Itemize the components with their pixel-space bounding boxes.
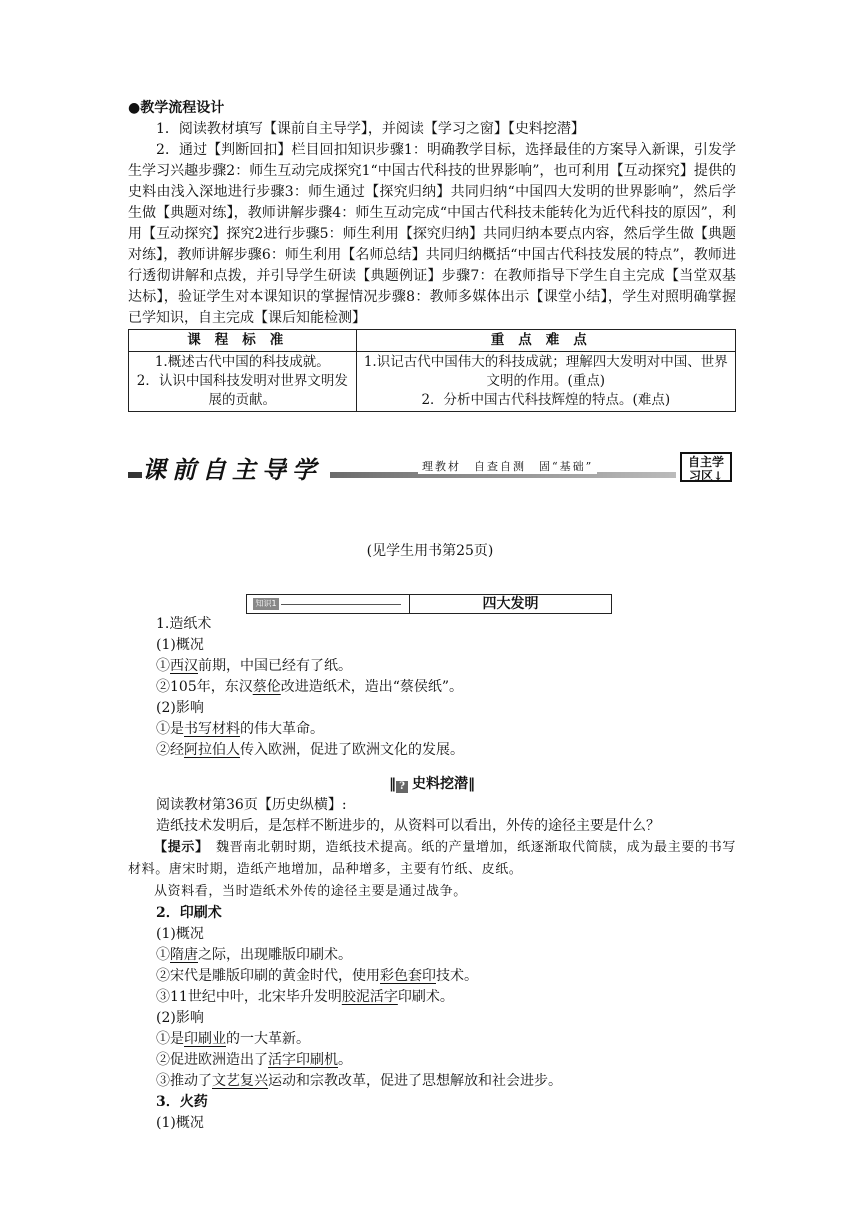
fill-answer: 书写材料: [184, 721, 240, 737]
curriculum-table: [128, 329, 736, 412]
standard-line-2: 2．认识中国科技发明对世界文明发展的贡献。: [136, 373, 348, 408]
gunpowder-overview: (1)概况: [156, 1115, 204, 1131]
fill-answer: 胶泥活字: [341, 989, 398, 1005]
hint-label: 【提示】: [154, 840, 203, 855]
keypoint-line-2: 2．分析中国古代科技辉煌的特点。(难点): [421, 392, 671, 408]
text: 的一大革新。: [226, 1031, 310, 1047]
fill-answer: 蔡伦: [252, 679, 281, 695]
text: ②经: [156, 742, 184, 758]
banner-title: 课前自主导学: [142, 450, 330, 485]
paper-item-1: [128, 656, 736, 677]
paper-overview: (1)概况: [156, 637, 204, 653]
text: ①是: [156, 721, 184, 737]
history-question: 造纸技术发明后，是怎样不断进步的，从资料可以看出，外传的途径主要是什么？: [156, 818, 660, 834]
knowledge-content: [128, 614, 736, 1134]
keypoint-line-1: 1.识记古代中国伟大的科技成就；理解四大发明对中国、世界文明的作用。(重点): [363, 354, 728, 389]
fill-answer: 彩色套印: [380, 968, 436, 984]
fill-answer: 印刷业: [184, 1031, 226, 1047]
fill-answer: 西汉: [170, 658, 198, 674]
question-icon: ?: [396, 781, 408, 793]
knowledge-title: 四大发明: [482, 596, 539, 612]
history-heading: ‖ ? 史料挖潜‖: [389, 776, 475, 792]
printing-item-6: [128, 1071, 736, 1092]
printing-item-3: [128, 987, 736, 1008]
history-conclusion: 从资料看，当时造纸术外传的途径主要是通过战争。: [154, 884, 467, 899]
printing-item-2: [128, 966, 736, 987]
knowledge-tag: 知识1: [253, 598, 279, 610]
paper-heading: 1.造纸术: [156, 616, 212, 632]
text: ①: [156, 658, 170, 674]
fill-answer: 隋唐: [170, 947, 198, 963]
standard-line-1: 1.概述古代中国的科技成就。: [154, 354, 330, 370]
text: 的伟大革命。: [240, 721, 324, 737]
self-study-badge: [680, 452, 732, 482]
section-banner: [128, 452, 736, 486]
history-heading-text: 史料挖潜: [412, 776, 468, 792]
hint-text: 魏晋南北朝时期，造纸技术提高。纸的产量增加，纸逐渐取代简牍，成为最主要的书写材料。唐宋时期，造纸产地增加，品种增多，主要有竹纸、皮纸。: [128, 840, 737, 877]
text: ③11世纪中叶，北宋毕升发明: [156, 989, 342, 1005]
paper-item-4: [128, 740, 736, 761]
text: ②促进欧洲造出了: [156, 1052, 268, 1068]
knowledge-arrow-line: [281, 604, 401, 605]
text: ②105年，东汉: [156, 679, 253, 695]
text: 传入欧洲，促进了欧洲文化的发展。: [240, 742, 464, 758]
fill-answer: 文艺复兴: [212, 1073, 268, 1089]
paper-item-2: [128, 677, 736, 698]
curriculum-standard-header: 课程标准: [129, 330, 357, 352]
text: 。: [338, 1052, 352, 1068]
printing-item-1: [128, 945, 736, 966]
flow-step-1: 1．阅读教材填写【课前自主导学】，并阅读【学习之窗】【史料挖潜】: [156, 121, 585, 137]
text: 技术。: [436, 968, 478, 984]
page-reference: (见学生用书第25页): [366, 543, 494, 559]
banner-subtitle: 理教材 自查自测 固“基础”: [418, 458, 597, 474]
printing-heading: 2．印刷术: [156, 905, 222, 921]
text: 之际，出现雕版印刷术。: [198, 947, 352, 963]
teaching-flow-section: [128, 98, 736, 412]
text: ②宋代是雕版印刷的黄金时代，使用: [156, 968, 380, 984]
text: ③推动了: [156, 1073, 212, 1089]
gunpowder-heading: 3．火药: [156, 1094, 208, 1110]
knowledge-bar-left: [247, 595, 410, 613]
printing-item-4: [128, 1029, 736, 1050]
text: 印刷术。: [397, 989, 454, 1005]
knowledge-bar: [246, 594, 612, 614]
badge-line-1: 自主学: [687, 455, 724, 469]
printing-influence: (2)影响: [156, 1010, 204, 1026]
history-hint: [128, 837, 736, 881]
text: ①是: [156, 1031, 184, 1047]
badge-line-2: 习区↓: [688, 469, 724, 483]
history-read: 阅读教材第36页【历史纵横】:: [156, 797, 347, 813]
printing-item-5: [128, 1050, 736, 1071]
key-points-header: 重点难点: [356, 330, 735, 352]
fill-answer: 活字印刷机: [268, 1052, 338, 1068]
flow-step-2: 2．通过【判断回扣】栏目回扣知识步骤1：明确教学目标，选择最佳的方案导入新课，引发学生学习兴趣步骤2：师生互动完成探究1“中国古代科技的世界影响”，也可利用【互动探究】提供的史料由浅入深地进行步骤3：师生通过【探究归纳】共同归纳“中国四大发明的世界影响”，然后学生做【典题对练】，教师讲解步骤4：师生互动完成“中国古代科技未能转化为近代科技的原因”，利用【互动探究】探究2进行步骤5：师生利用【探究归纳】共同归纳本要点内容，然后学生做【典题对练】，教师讲解步骤6：师生利用【名师总结】共同归纳概括“中国古代科技发展的特点”，教师进行透彻讲解和点拨，并引导学生研读【典题例证】步骤7：在教师指导下学生自主完成【当堂双基达标】，验证学生对本课知识的掌握情况步骤8：教师多媒体出示【课堂小结】，学生对照明确掌握已学知识，自主完成【课后知能检测】: [128, 142, 736, 326]
curriculum-standard-cell: [129, 352, 357, 412]
paper-item-3: [128, 719, 736, 740]
paper-influence: (2)影响: [156, 700, 204, 716]
flow-heading: ●教学流程设计: [128, 100, 225, 116]
printing-overview: (1)概况: [156, 926, 204, 942]
fill-answer: 阿拉伯人: [184, 742, 240, 758]
key-points-cell: [356, 352, 735, 412]
text: 改进造纸术，造出“蔡侯纸”。: [280, 679, 464, 695]
text: ①: [156, 947, 170, 963]
text: 前期，中国已经有了纸。: [198, 658, 352, 674]
text: 运动和宗教改革，促进了思想解放和社会进步。: [268, 1073, 562, 1089]
